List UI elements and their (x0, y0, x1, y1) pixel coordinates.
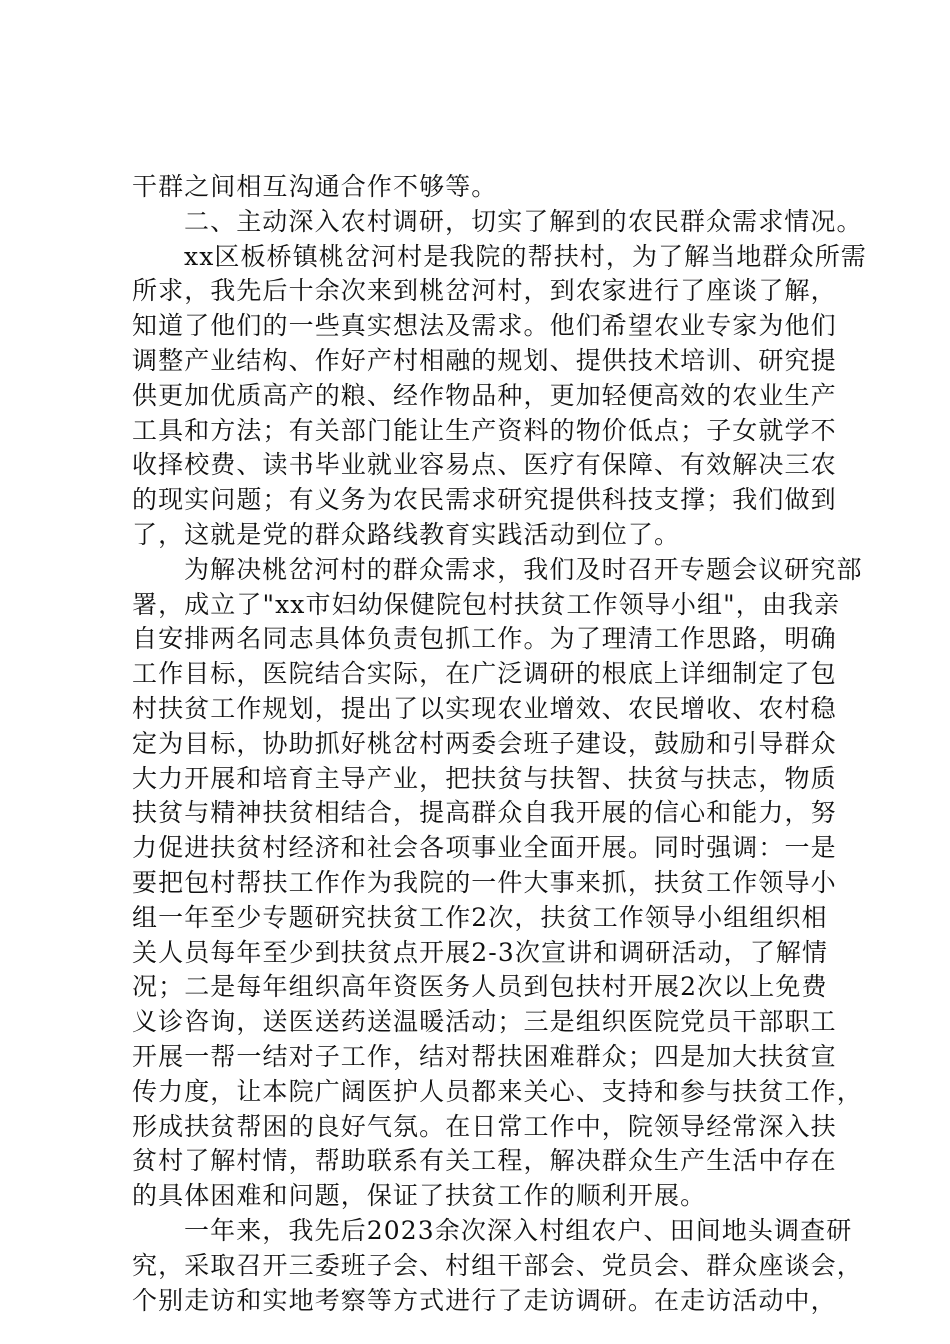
text-line: 力促进扶贫村经济和社会各项事业全面开展。同时强调：一是 (132, 833, 837, 863)
text-line: 个别走访和实地考察等方式进行了走访调研。在走访活动中， (132, 1285, 837, 1315)
text-line: 要把包村帮扶工作作为我院的一件大事来抓，扶贫工作领导小 (132, 867, 837, 897)
text-line: 署，成立了"xx市妇幼保健院包村扶贫工作领导小组"，由我亲 (132, 589, 841, 619)
text-line: 工具和方法；有关部门能让生产资料的物价低点；子女就学不 (132, 415, 837, 445)
text-line: 开展一帮一结对子工作，结对帮扶困难群众；四是加大扶贫宣 (132, 1041, 837, 1071)
text-line: 况；二是每年组织高年资医务人员到包扶村开展2次以上免费 (132, 972, 828, 1002)
text-line: 村扶贫工作规划，提出了以实现农业增效、农民增收、农村稳 (132, 693, 837, 723)
text-line: 的具体困难和问题，保证了扶贫工作的顺利开展。 (132, 1181, 707, 1211)
text-line: 扶贫与精神扶贫相结合，提高群众自我开展的信心和能力，努 (132, 798, 837, 828)
text-line: 传力度，让本院广阔医护人员都来关心、支持和参与扶贫工作， (132, 1076, 863, 1106)
text-line: 形成扶贫帮困的良好气氛。在日常工作中，院领导经常深入扶 (132, 1111, 837, 1141)
text-line: 定为目标，协助抓好桃岔村两委会班子建设，鼓励和引导群众 (132, 728, 837, 758)
text-line: 知道了他们的一些真实想法及需求。他们希望农业专家为他们 (132, 311, 837, 341)
text-line: 二、主动深入农村调研，切实了解到的农民群众需求情况。 (184, 206, 863, 236)
text-line: 调整产业结构、作好产村相融的规划、提供技术培训、研究提 (132, 345, 837, 375)
text-line: 组一年至少专题研究扶贫工作2次，扶贫工作领导小组组织相 (132, 902, 828, 932)
text-line: xx区板桥镇桃岔河村是我院的帮扶村，为了解当地群众所需 (184, 241, 867, 271)
text-line: 供更加优质高产的粮、经作物品种，更加轻便高效的农业生产 (132, 380, 837, 410)
text-line: 贫村了解村情，帮助联系有关工程，解决群众生产生活中存在 (132, 1146, 837, 1176)
text-line: 了，这就是党的群众路线教育实践活动到位了。 (132, 519, 681, 549)
text-line: 自安排两名同志具体负责包抓工作。为了理清工作思路，明确 (132, 624, 837, 654)
text-line: 义诊咨询，送医送药送温暖活动；三是组织医院党员干部职工 (132, 1007, 837, 1037)
text-line: 为解决桃岔河村的群众需求，我们及时召开专题会议研究部 (184, 554, 863, 584)
document-body (132, 170, 867, 1318)
text-line: 大力开展和培育主导产业，把扶贫与扶智、扶贫与扶志，物质 (132, 763, 837, 793)
text-line: 一年来，我先后2023余次深入村组农户、田间地头调查研 (184, 1215, 853, 1245)
text-line: 究，采取召开三委班子会、村组干部会、党员会、群众座谈会， (132, 1250, 863, 1280)
text-line: 收择校费、读书毕业就业容易点、医疗有保障、有效解决三农 (132, 450, 837, 480)
text-line: 的现实问题；有义务为农民需求研究提供科技支撑；我们做到 (132, 485, 837, 515)
text-line: 干群之间相互沟通合作不够等。 (132, 172, 498, 201)
text-line: 关人员每年至少到扶贫点开展2-3次宣讲和调研活动，了解情 (132, 937, 829, 967)
text-line: 工作目标，医院结合实际，在广泛调研的根底上详细制定了包 (132, 659, 837, 689)
text-line: 所求，我先后十余次来到桃岔河村，到农家进行了座谈了解， (132, 276, 837, 306)
